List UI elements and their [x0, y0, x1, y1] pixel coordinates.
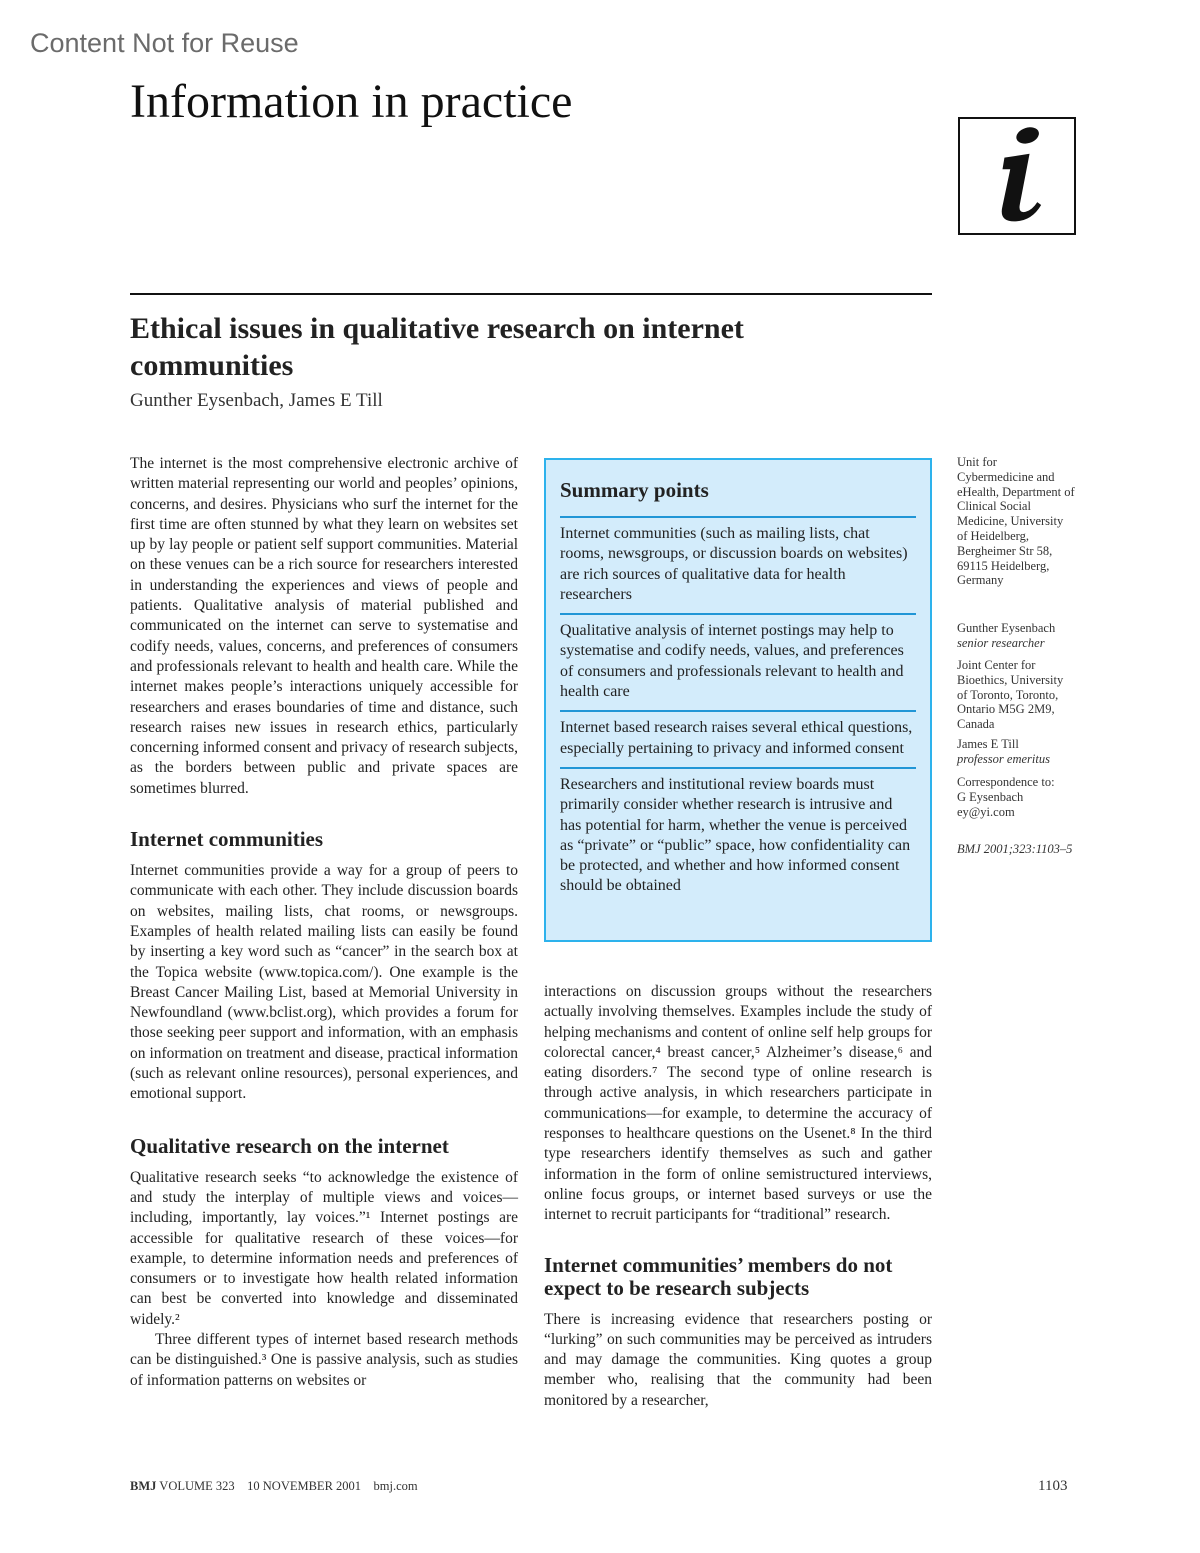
heading-members-not-research-subjects: Internet communities’ members do not expect to be research subjects	[544, 1252, 893, 1300]
author2-name: James E Till	[957, 737, 1019, 751]
citation: BMJ 2001;323:1103–5	[957, 842, 1073, 856]
footer-journal: BMJ	[130, 1479, 157, 1493]
correspondence-label: Correspondence to:	[957, 775, 1055, 789]
summary-point: Researchers and institutional review boards must primarily consider whether research is intrusive and has potential for harm, whether the venue is perceived as “private” or “public” space, how confidentiality can be protected, and whether and how informed consent should be obtained	[560, 767, 916, 905]
qualitative-paragraph-2-continued: interactions on discussion groups without the researchers actually involving themselves. Examples include the study of helping mechanisms and content of online self help groups for colorectal cancer,⁴ breast cancer,⁵ Alzheimer’s disease,⁶ and eating disorders.⁷ The second type of online research is through active analysis, in which researchers participate in communications—for example, to determine the accuracy of responses to healthcare questions on the Usenet.⁸ In the third type researchers identify themselves as such and gather information in the form of online semistructured interviews, online focus groups, or internet based surveys or use the internet to recruit participants for “traditional” research.	[544, 983, 932, 1224]
correspondence-name: G Eysenbach	[957, 790, 1024, 804]
heading-qualitative-research: Qualitative research on the internet	[130, 1133, 449, 1158]
author2-role: professor emeritus	[957, 752, 1050, 766]
communities-paragraph: Internet communities provide a way for a group of peers to communicate with each other. They include discussion boards on websites, mailing lists, chat rooms, or newsgroups. Examples of health related mailing lists can easily be found by inserting a key word such as “cancer” in the search box at the Topica website (www.topica.com/). One example is the Breast Cancer Mailing List, based at Memorial University in Newfoundland (www.bclist.org), which provides a forum for those seeking peer support and information, with an emphasis on information on treatment and disease, practical information (such as relevant online resources), personal experiences, and emotional support.	[130, 862, 518, 1103]
title-line-2: communities	[130, 349, 294, 382]
summary-point: Internet based research raises several ethical questions, especially pertaining to privacy and informed consent	[560, 710, 916, 767]
affiliation-toronto: Joint Center for Bioethics, University of Toronto, Toronto, Ontario M5G 2M9, Canada	[957, 658, 1064, 732]
page-number: 1103	[1038, 1478, 1068, 1494]
article-title	[130, 310, 930, 384]
info-icon	[958, 117, 1076, 235]
qualitative-paragraph-2: Three different types of internet based research methods can be distinguished.³ One is passive analysis, such as studies of information patterns on websites or	[130, 1330, 518, 1389]
affiliation-heidelberg: Unit for Cybermedicine and eHealth, Department of Clinical Social Medicine, University of Heidelberg, Bergheimer Str 58, 69115 Heidelberg, Germany	[957, 455, 1075, 588]
heading-internet-communities: Internet communities	[130, 827, 324, 852]
right-column	[544, 982, 932, 1411]
footer-details: VOLUME 323 10 NOVEMBER 2001 bmj.com	[159, 1479, 418, 1493]
summary-point: Internet communities (such as mailing lists, chat rooms, newsgroups, or discussion boards on websites) are rich sources of qualitative data for health researchers	[560, 516, 916, 613]
author1-name: Gunther Eysenbach	[957, 621, 1056, 635]
footer	[130, 1479, 418, 1494]
watermark: Content Not for Reuse	[30, 28, 299, 58]
qualitative-paragraph-1: Qualitative research seeks “to acknowledge the existence of and study the interplay of multiple views and voices—including, importantly, lay voices.”¹ Internet postings are accessible for qualitative research of these voices—for example, to determine information needs and preferences of consumers or to investigate how health related information can best be converted into knowledge and disseminated widely.²	[130, 1168, 518, 1328]
author1-role: senior researcher	[957, 636, 1045, 650]
members-paragraph: There is increasing evidence that researchers posting or “lurking” on such communities may be perceived as intruders and may damage the communities. King quotes a group member who, realising that the community had been monitored by a researcher,	[544, 1310, 932, 1409]
left-column	[130, 454, 518, 1391]
intro-paragraph: The internet is the most comprehensive electronic archive of written material representing our world and peoples’ opinions, concerns, and desires. Physicians who surf the internet for the first time are often stunned by what they learn on websites set up by lay people or patient self support communities. Material on these venues can be a rich source for researchers interested in understanding the experiences and views of people and patients. Qualitative analysis of material published and communicated on the internet can serve to systematise and codify needs, values, concerns, and preferences of consumers and professionals relevant to health and health care. While the internet makes people’s interactions uniquely accessible for researchers and erases boundaries of time and distance, such research raises new issues in research ethics, particularly concerning informed consent and privacy of research subjects, as the borders between public and private spaces are sometimes blurred.	[130, 455, 518, 797]
correspondence-email: ey@yi.com	[957, 805, 1015, 819]
summary-point: Qualitative analysis of internet postings may help to systematise and codify needs, values, and preferences of consumers and professionals relevant to health and health care	[560, 613, 916, 710]
summary-box	[544, 458, 932, 942]
top-rule	[130, 293, 932, 295]
title-line-1: Ethical issues in qualitative research on internet	[130, 312, 744, 345]
authors: Gunther Eysenbach, James E Till	[130, 390, 383, 411]
section-title: Information in practice	[130, 75, 573, 128]
summary-heading: Summary points	[560, 478, 709, 502]
